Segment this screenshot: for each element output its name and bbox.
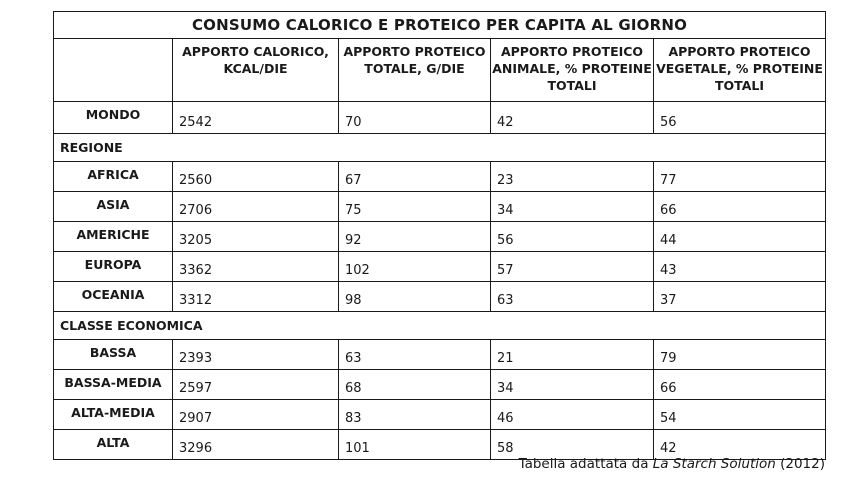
cell-value: 98: [339, 282, 491, 312]
cell-value: 77: [654, 162, 826, 192]
cell-value: 3296: [173, 430, 339, 460]
row-label: ALTA: [54, 430, 173, 460]
column-header-total-protein: APPORTO PROTEICO TOTALE, G/DIE: [339, 39, 491, 102]
section-label: CLASSE ECONOMICA: [54, 312, 826, 340]
cell-value: 75: [339, 192, 491, 222]
cell-value: 42: [491, 102, 654, 134]
corner-header-cell: [54, 39, 173, 102]
cell-value: 66: [654, 192, 826, 222]
cell-value: 2542: [173, 102, 339, 134]
cell-value: 23: [491, 162, 654, 192]
cell-value: 102: [339, 252, 491, 282]
cell-value: 3205: [173, 222, 339, 252]
cell-value: 63: [491, 282, 654, 312]
cell-value: 34: [491, 192, 654, 222]
table-row: [54, 430, 826, 460]
cell-value: 63: [339, 340, 491, 370]
table-row: [54, 162, 826, 192]
cell-value: 2393: [173, 340, 339, 370]
cell-value: 92: [339, 222, 491, 252]
row-label: BASSA: [54, 340, 173, 370]
section-header-row: [54, 134, 826, 162]
cell-value: 42: [654, 430, 826, 460]
cell-value: 66: [654, 370, 826, 400]
table-row: [54, 252, 826, 282]
section-header-row: [54, 312, 826, 340]
section-label: REGIONE: [54, 134, 826, 162]
row-label: ALTA-MEDIA: [54, 400, 173, 430]
cell-value: 37: [654, 282, 826, 312]
cell-value: 2706: [173, 192, 339, 222]
row-label: ASIA: [54, 192, 173, 222]
cell-value: 56: [491, 222, 654, 252]
column-header-calorie-intake: APPORTO CALORICO, KCAL/DIE: [173, 39, 339, 102]
caption-prefix: Tabella adattata da: [518, 456, 653, 472]
cell-value: 101: [339, 430, 491, 460]
row-label: BASSA-MEDIA: [54, 370, 173, 400]
column-header-animal-protein: APPORTO PROTEICO ANIMALE, % PROTEINE TOTALI: [491, 39, 654, 102]
calorie-protein-table: [53, 11, 826, 460]
table-row: [54, 282, 826, 312]
table-row: [54, 222, 826, 252]
data-table-container: [53, 11, 825, 460]
row-label: MONDO: [54, 102, 173, 134]
cell-value: 46: [491, 400, 654, 430]
row-label: AMERICHE: [54, 222, 173, 252]
cell-value: 58: [491, 430, 654, 460]
cell-value: 2597: [173, 370, 339, 400]
cell-value: 44: [654, 222, 826, 252]
caption-suffix: (2012): [775, 456, 825, 472]
cell-value: 3312: [173, 282, 339, 312]
table-row: [54, 370, 826, 400]
table-row: [54, 192, 826, 222]
source-caption: [519, 456, 825, 472]
cell-value: 43: [654, 252, 826, 282]
table-row: [54, 340, 826, 370]
table-row-world: [54, 102, 826, 134]
row-label: OCEANIA: [54, 282, 173, 312]
row-label: EUROPA: [54, 252, 173, 282]
caption-source-title: La Starch Solution: [652, 456, 776, 472]
column-header-vegetable-protein: APPORTO PROTEICO VEGETALE, % PROTEINE TOTALI: [654, 39, 826, 102]
cell-value: 57: [491, 252, 654, 282]
cell-value: 34: [491, 370, 654, 400]
table-row: [54, 400, 826, 430]
cell-value: 70: [339, 102, 491, 134]
cell-value: 68: [339, 370, 491, 400]
cell-value: 2560: [173, 162, 339, 192]
cell-value: 2907: [173, 400, 339, 430]
cell-value: 54: [654, 400, 826, 430]
cell-value: 3362: [173, 252, 339, 282]
cell-value: 83: [339, 400, 491, 430]
cell-value: 21: [491, 340, 654, 370]
table-title: CONSUMO CALORICO E PROTEICO PER CAPITA AL GIORNO: [54, 12, 826, 39]
cell-value: 67: [339, 162, 491, 192]
row-label: AFRICA: [54, 162, 173, 192]
cell-value: 56: [654, 102, 826, 134]
cell-value: 79: [654, 340, 826, 370]
